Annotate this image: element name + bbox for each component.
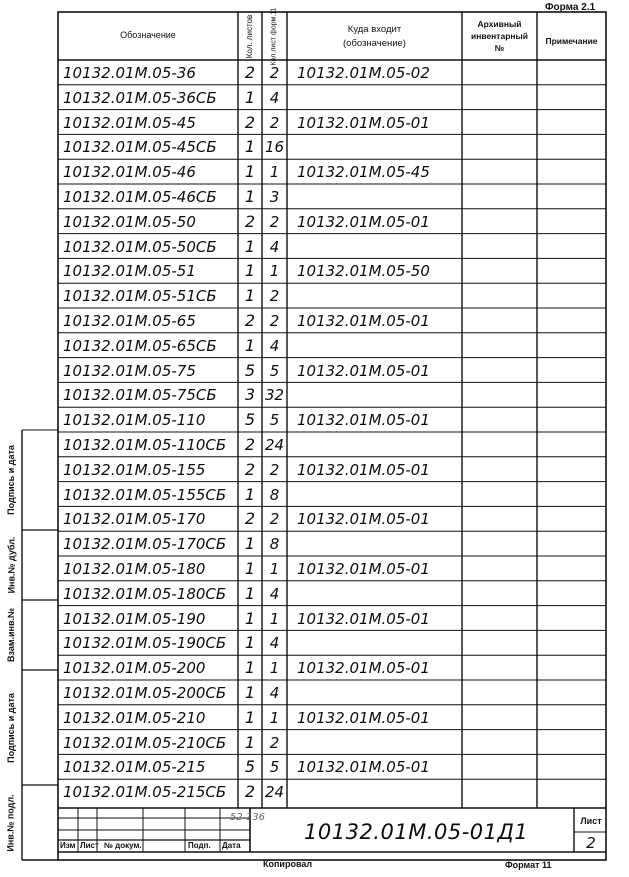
row-where-used	[297, 436, 462, 457]
row-designation: 10132.01M.05-215	[63, 758, 206, 777]
row-sheets: 5	[244, 410, 256, 430]
row-sheets-form11: 5	[269, 411, 280, 430]
row-sheets: 1	[244, 683, 256, 702]
row-where-used: 10132.01M.05-50	[297, 262, 430, 281]
row-where-used	[297, 734, 462, 755]
row-designation: 10132.01M.05-110СБ	[63, 436, 227, 454]
row-where-used: 10132.01M.05-01	[297, 312, 430, 330]
row-sheets-form11: 32	[264, 386, 285, 405]
row-sheets: 1	[244, 732, 256, 752]
row-designation: 10132.01M.05-65СБ	[63, 336, 217, 355]
row-sheets: 1	[244, 162, 256, 182]
row-sheets: 5	[244, 757, 256, 777]
stamp-col-sheet: Лист	[80, 841, 99, 850]
row-sheets: 1	[244, 608, 256, 628]
row-where-used	[297, 138, 462, 159]
row-where-used	[297, 238, 462, 259]
row-designation: 10132.01M.05-65	[63, 312, 196, 330]
row-where-used: 10132.01M.05-01	[297, 560, 430, 578]
row-sheets: 1	[244, 583, 256, 603]
row-sheets-form11: 4	[269, 634, 280, 653]
row-sheets-form11: 4	[269, 237, 280, 256]
row-designation: 10132.01M.05-50	[63, 212, 196, 231]
row-sheets: 2	[244, 509, 256, 529]
row-sheets-form11: 4	[269, 88, 280, 107]
row-where-used: 10132.01M.05-01	[297, 609, 430, 628]
row-sheets-form11: 4	[269, 336, 280, 355]
row-where-used	[297, 783, 462, 804]
row-sheets: 1	[244, 484, 256, 504]
row-where-used: 10132.01M.05-01	[297, 460, 430, 479]
row-sheets: 1	[244, 187, 256, 206]
row-sheets-form11: 24	[264, 783, 285, 802]
side-label-sign-date-1: Подпись и дата	[6, 445, 17, 515]
row-sheets: 1	[244, 236, 256, 256]
row-where-used	[297, 486, 462, 507]
row-where-used	[297, 287, 462, 308]
row-sheets: 2	[244, 112, 256, 132]
row-designation: 10132.01M.05-51СБ	[63, 287, 217, 306]
row-where-used	[297, 634, 462, 655]
header-where-used	[287, 23, 462, 51]
header-qty-sheets-form	[262, 6, 287, 66]
header-qty-sheets-text: Кол. листов	[245, 14, 255, 58]
row-designation: 10132.01M.05-51	[63, 262, 196, 281]
row-sheets-form11: 2	[269, 510, 280, 529]
row-where-used: 10132.01M.05-45	[297, 163, 430, 182]
row-sheets-form11: 1	[269, 708, 280, 727]
header-where-used-line2: (обозначение)	[343, 38, 406, 49]
stamp-col-change: Изм	[60, 841, 76, 850]
row-designation: 10132.01M.05-155	[63, 460, 206, 479]
side-label-orig-inv: Инв.№ подл.	[6, 793, 16, 852]
row-designation: 10132.01M.05-36	[63, 64, 196, 82]
document-code: 10132.01M.05-01Д1	[304, 820, 529, 844]
row-sheets-form11: 2	[269, 460, 280, 479]
row-sheets-form11: 2	[269, 312, 280, 330]
row-designation: 10132.01M.05-200	[63, 659, 206, 678]
row-designation: 10132.01M.05-170	[63, 510, 206, 529]
row-sheets-form11: 3	[269, 188, 280, 206]
row-where-used	[297, 337, 462, 358]
row-sheets: 2	[244, 459, 256, 479]
row-where-used	[297, 684, 462, 705]
row-sheets-form11: 1	[269, 609, 280, 628]
stamp-col-date: Дата	[222, 841, 241, 850]
row-sheets: 1	[244, 559, 256, 578]
row-designation: 10132.01M.05-110	[63, 411, 206, 430]
row-designation: 10132.01M.05-75СБ	[63, 386, 217, 405]
row-sheets-form11: 2	[269, 113, 280, 132]
header-designation: Обозначение	[120, 30, 176, 40]
row-designation: 10132.01M.05-170СБ	[63, 535, 227, 554]
row-designation: 10132.01M.05-75	[63, 361, 196, 380]
header-where-used-line1: Куда входит	[347, 24, 402, 35]
row-designation: 10132.01M.05-45	[63, 113, 196, 132]
row-where-used: 10132.01M.05-01	[297, 708, 430, 727]
row-sheets-form11: 1	[269, 163, 280, 182]
sheet-number: 2	[586, 834, 596, 852]
row-sheets-form11: 1	[269, 659, 280, 678]
row-sheets: 2	[244, 63, 256, 82]
row-designation: 10132.01M.05-190	[63, 609, 206, 628]
row-sheets: 1	[244, 534, 256, 554]
stamp-col-docnum: № докум.	[104, 841, 142, 850]
row-sheets-form11: 2	[269, 212, 280, 231]
sheet-label: Лист	[580, 816, 602, 826]
header-archive-line3: №	[494, 43, 505, 53]
row-designation: 10132.01M.05-50СБ	[63, 237, 217, 256]
row-designation: 10132.01M.05-180СБ	[63, 584, 227, 603]
row-designation: 10132.01M.05-190СБ	[63, 634, 227, 653]
side-label-replace-inv: Взам.инв.№	[6, 607, 16, 663]
row-sheets-form11: 5	[269, 758, 280, 777]
row-sheets: 2	[244, 311, 256, 330]
row-sheets: 2	[244, 782, 256, 802]
side-label-sign-date-2: Подпись и дата	[6, 692, 17, 763]
row-where-used: 10132.01M.05-01	[297, 411, 430, 430]
row-sheets: 1	[244, 707, 256, 727]
row-sheets-form11: 8	[269, 535, 280, 554]
row-designation: 10132.01M.05-36СБ	[63, 88, 217, 107]
row-sheets: 2	[244, 211, 256, 231]
row-sheets-form11: 4	[269, 584, 280, 603]
row-sheets-form11: 16	[264, 138, 285, 157]
row-designation: 10132.01M.05-215СБ	[63, 783, 227, 802]
header-qty-sheets-form-text: Кол.лист форм.11	[271, 6, 278, 66]
row-sheets-form11: 5	[269, 361, 280, 380]
row-sheets: 2	[244, 435, 256, 454]
row-where-used: 10132.01M.05-01	[297, 361, 430, 380]
row-sheets-form11: 24	[264, 436, 285, 454]
row-sheets-form11: 2	[269, 64, 280, 82]
row-sheets-form11: 2	[269, 733, 280, 752]
row-where-used	[297, 89, 462, 110]
header-archive	[462, 18, 537, 54]
row-sheets: 1	[244, 633, 256, 653]
header-archive-line1: Архивный	[477, 19, 522, 29]
row-designation: 10132.01M.05-45СБ	[63, 138, 217, 157]
row-where-used	[297, 535, 462, 556]
row-designation: 10132.01M.05-46	[63, 163, 196, 182]
row-where-used: 10132.01M.05-01	[297, 659, 430, 678]
row-designation: 10132.01M.05-46СБ	[63, 188, 217, 206]
row-sheets: 1	[244, 658, 256, 678]
side-label-dup-inv: Инв.№ дубл.	[6, 536, 17, 594]
form-label: Форма 2.1	[545, 2, 596, 13]
row-sheets: 1	[244, 137, 256, 157]
row-sheets: 1	[244, 261, 256, 281]
row-where-used	[297, 188, 462, 209]
row-where-used: 10132.01M.05-01	[297, 212, 430, 231]
row-sheets-form11: 2	[269, 287, 280, 306]
row-where-used: 10132.01M.05-01	[297, 113, 430, 132]
row-where-used	[297, 585, 462, 606]
row-where-used: 10132.01M.05-01	[297, 758, 430, 777]
row-designation: 10132.01M.05-155СБ	[63, 485, 227, 504]
row-sheets: 1	[244, 286, 256, 306]
row-sheets-form11: 1	[269, 262, 280, 281]
copied-label: Копировал	[263, 859, 313, 869]
stray-marks: 52 136	[230, 812, 265, 823]
row-where-used: 10132.01M.05-01	[297, 510, 430, 529]
row-sheets: 1	[244, 335, 256, 355]
row-sheets-form11: 1	[269, 560, 280, 578]
row-sheets-form11: 4	[269, 684, 280, 702]
header-archive-line2: инвентарный	[470, 31, 529, 41]
row-where-used	[297, 386, 462, 407]
format-label: Формат 11	[505, 860, 552, 870]
row-designation: 10132.01M.05-180	[63, 560, 206, 578]
row-sheets: 5	[244, 360, 256, 380]
row-sheets: 3	[244, 385, 256, 405]
stamp-col-sign: Подп.	[188, 841, 211, 850]
header-notes: Примечание	[545, 36, 598, 46]
row-designation: 10132.01M.05-200СБ	[63, 684, 227, 702]
row-sheets-form11: 8	[269, 485, 280, 504]
row-where-used: 10132.01M.05-02	[297, 64, 430, 82]
row-sheets: 1	[244, 87, 256, 107]
header-qty-sheets	[238, 12, 262, 60]
row-designation: 10132.01M.05-210	[63, 708, 206, 727]
row-designation: 10132.01M.05-210СБ	[63, 733, 227, 752]
